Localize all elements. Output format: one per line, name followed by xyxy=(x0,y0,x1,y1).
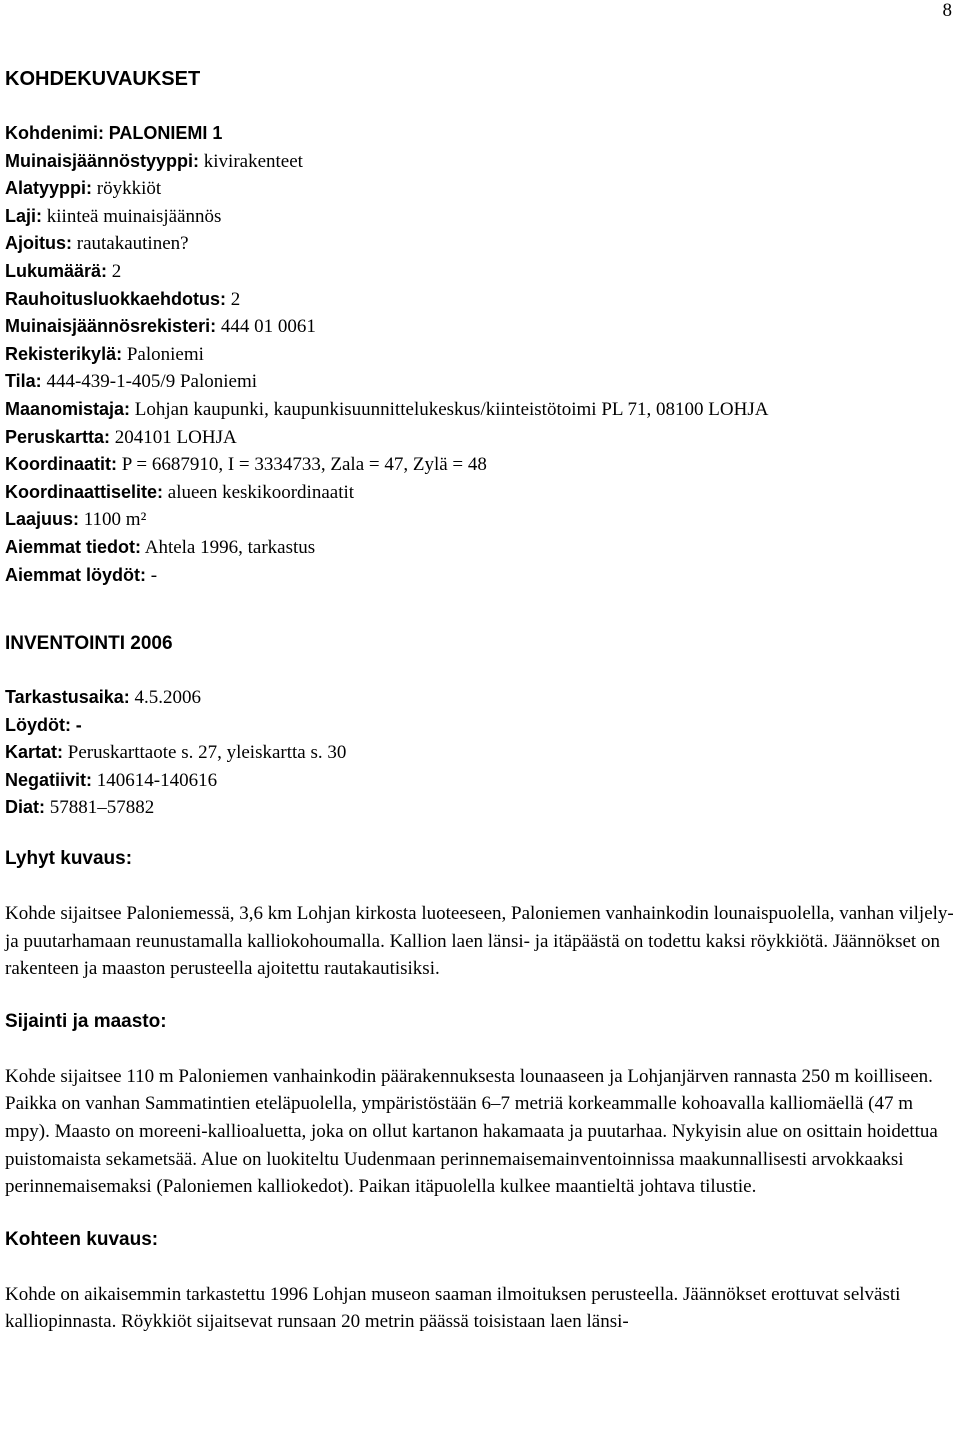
site-fields xyxy=(5,120,955,589)
field-label: Negatiivit: xyxy=(5,769,93,790)
field-value: 140614-140616 xyxy=(96,769,218,791)
field-row xyxy=(5,120,955,148)
field-row xyxy=(5,175,955,203)
field-row xyxy=(5,230,955,258)
field-label: Peruskartta: xyxy=(5,426,111,447)
field-label: Laji: xyxy=(5,205,43,226)
field-label: Muinaisjäännöstyyppi: xyxy=(5,150,200,171)
field-label: Koordinaatit: xyxy=(5,454,117,475)
field-value: 444-439-1-405/9 Paloniemi xyxy=(46,371,257,393)
field-label: Ajoitus: xyxy=(5,233,72,254)
field-label: Aiemmat löydöt: xyxy=(5,564,147,585)
field-value: 204101 LOHJA xyxy=(114,426,237,448)
field-row xyxy=(5,148,955,176)
field-value: - xyxy=(75,714,82,735)
field-label: Laajuus: xyxy=(5,509,80,530)
field-label: Lukumäärä: xyxy=(5,260,108,281)
field-row xyxy=(5,258,955,286)
field-value: Peruskarttaote s. 27, yleiskartta s. 30 xyxy=(67,742,347,764)
field-row xyxy=(5,203,955,231)
field-row xyxy=(5,286,955,314)
section-text-lyhyt-kuvaus: Kohde sijaitsee Paloniemessä, 3,6 km Lohjan kirkosta luoteeseen, Paloniemen vanhainkodin lounaispuolella, vanhan viljely- ja puutarhamaan reunustamalla kalliokohoumalla. Kallion laen länsi- ja itäpäästä on todettu kaksi röykkiötä. Jäännökset on rakenteen ja maaston perusteella ajoitettu rautakautisiksi. xyxy=(5,903,954,980)
inventory-fields xyxy=(5,684,955,822)
field-row xyxy=(5,562,955,590)
field-row xyxy=(5,767,955,795)
field-label: Alatyyppi: xyxy=(5,178,93,199)
field-value: alueen keskikoordinaatit xyxy=(167,481,355,503)
field-value: 444 01 0061 xyxy=(220,316,316,338)
field-row xyxy=(5,534,955,562)
field-value: kiinteä muinaisjäännös xyxy=(46,205,222,227)
section-text-sijainti: Kohde sijaitsee 110 m Paloniemen vanhainkodin päärakennuksesta lounaaseen ja Lohjanjärven rannasta 250 m koilliseen. Paikka on vanhan Sammatintien eteläpuolella, ympäristöstään 6–7 metriä korkeammalle kohoavalla kalliomäellä (47 m mpy). Maasto on moreeni-kallioaluetta, joka on ollut kartanon hakamaata ja puutarhaa. Nykyisin alue on osittain hoidettua puistomaista sekametsää. Alue on luokiteltu Uudenmaan perinnemaisemainventoinnissa maakunnallisesti arvokkaaksi perinnemaisemaksi (Paloniemen kalliokedot). Paikan itäpuolella kulkee maantieltä johtava tilustie. xyxy=(5,1065,938,1198)
field-row xyxy=(5,368,955,396)
field-value: Lohjan kaupunki, kaupunkisuunnittelukeskus/kiinteistötoimi PL 71, 08100 LOHJA xyxy=(134,398,769,420)
page-number: 8 xyxy=(942,0,952,21)
field-row xyxy=(5,684,955,712)
field-value: P = 6687910, I = 3334733, Zala = 47, Zylä = 48 xyxy=(121,454,487,476)
section-title-sijainti: Sijainti ja maasto: xyxy=(5,1010,167,1032)
field-value: 2 xyxy=(230,288,241,310)
field-label: Koordinaattiselite: xyxy=(5,481,164,502)
field-row xyxy=(5,712,955,740)
field-row xyxy=(5,479,955,507)
field-label: Kartat: xyxy=(5,742,64,763)
field-label: Muinaisjäännösrekisteri: xyxy=(5,316,217,337)
field-value: 57881–57882 xyxy=(49,797,155,819)
field-label: Maanomistaja: xyxy=(5,398,131,419)
inventory-heading: INVENTOINTI 2006 xyxy=(5,633,173,655)
field-value: Paloniemi xyxy=(126,343,204,365)
field-value: 1100 m² xyxy=(83,509,147,531)
field-label: Löydöt: xyxy=(5,714,71,735)
field-row xyxy=(5,739,955,767)
field-value: 2 xyxy=(111,260,122,282)
field-label: Aiemmat tiedot: xyxy=(5,536,142,557)
field-value: röykkiöt xyxy=(96,178,162,200)
field-value: - xyxy=(150,564,158,586)
field-row xyxy=(5,794,955,822)
section-title-lyhyt-kuvaus: Lyhyt kuvaus: xyxy=(5,848,133,870)
field-value: rautakautinen? xyxy=(76,233,189,255)
field-label: Diat: xyxy=(5,797,45,818)
field-label: Tila: xyxy=(5,371,42,392)
field-label: Rauhoitusluokkaehdotus: xyxy=(5,288,227,309)
document-content xyxy=(5,64,955,1336)
field-value: 4.5.2006 xyxy=(134,687,201,709)
section-text-kohteen-kuvaus: Kohde on aikaisemmin tarkastettu 1996 Lohjan museon saaman ilmoituksen perusteella. Jäännökset erottuvat selvästi kalliopinnasta. Röykkiöt sijaitsevat runsaan 20 metrin päässä toisistaan laen länsi- xyxy=(5,1283,901,1333)
page-heading: KOHDEKUVAUKSET xyxy=(5,68,201,90)
field-label: Rekisterikylä: xyxy=(5,343,123,364)
field-value: kivirakenteet xyxy=(203,150,303,172)
field-label: Tarkastusaika: xyxy=(5,687,130,708)
field-row xyxy=(5,313,955,341)
field-row xyxy=(5,396,955,424)
field-value: Ahtela 1996, tarkastus xyxy=(144,536,316,558)
field-row xyxy=(5,341,955,369)
field-row xyxy=(5,506,955,534)
field-row xyxy=(5,451,955,479)
section-title-kohteen-kuvaus: Kohteen kuvaus: xyxy=(5,1228,159,1250)
field-value: PALONIEMI 1 xyxy=(108,123,223,143)
field-row xyxy=(5,424,955,452)
field-label: Kohdenimi: xyxy=(5,123,104,143)
